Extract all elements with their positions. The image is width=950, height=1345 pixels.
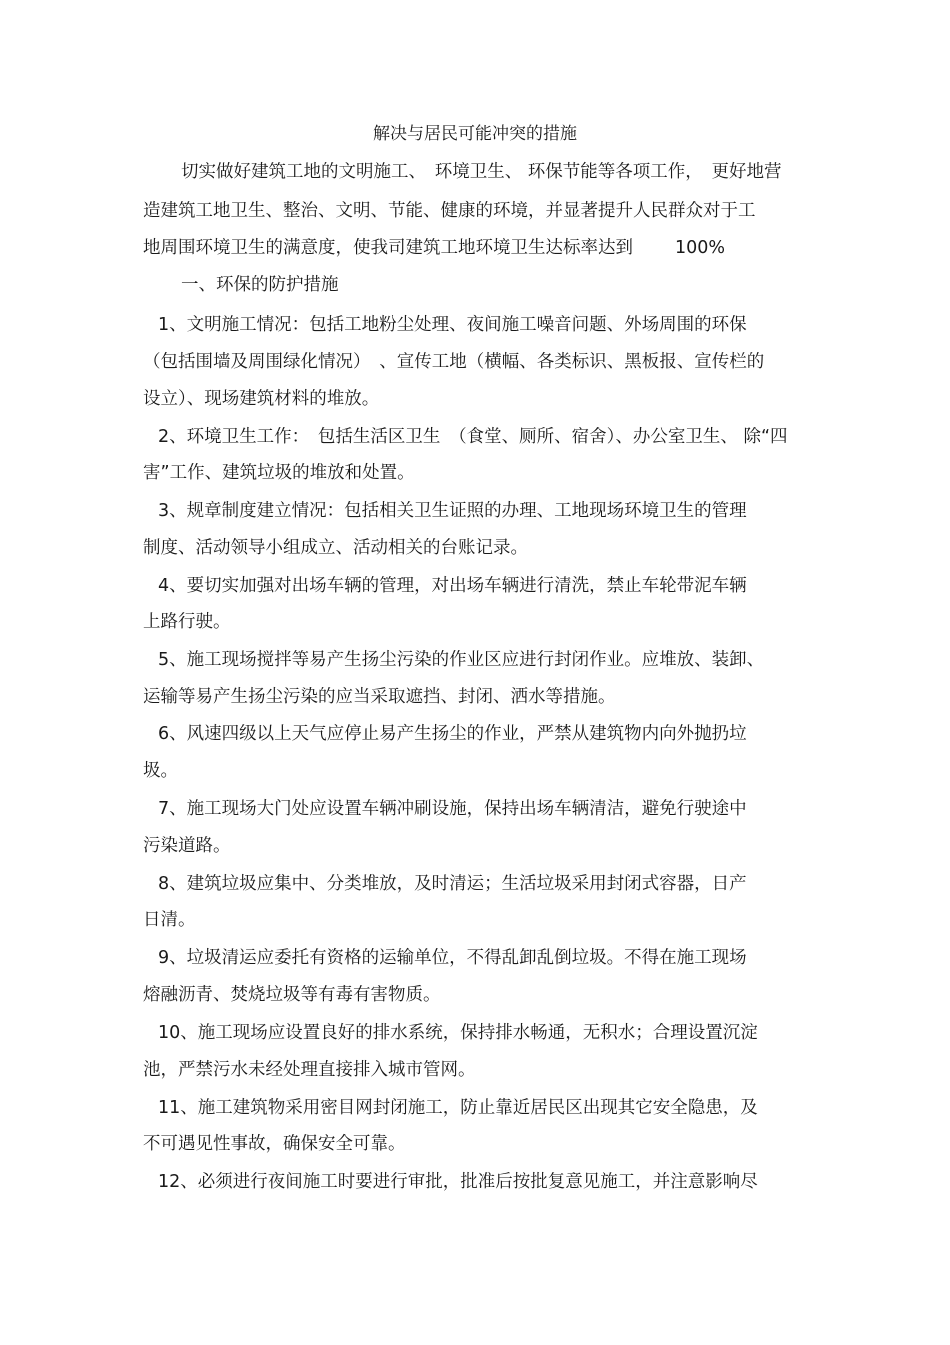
intro-percent: 100%	[675, 238, 726, 258]
item-7-line-1: 7、施工现场大门处应设置车辆冲刷设施，保持出场车辆清洁，避免行驶途中	[158, 799, 747, 819]
item-2-line-2: 害”工作、建筑垃圾的堆放和处置。	[143, 463, 415, 483]
item-1-line-2: （包括围墙及周围绿化情况） 、宣传工地（横幅、各类标识、黑板报、宣传栏的	[143, 352, 765, 372]
item-5-line-2: 运输等易产生扬尘污染的应当采取遮挡、封闭、洒水等措施。	[143, 687, 616, 707]
item-8-line-1: 8、建筑垃圾应集中、分类堆放，及时清运；生活垃圾采用封闭式容器，日产	[158, 874, 747, 894]
item-3-line-2: 制度、活动领导小组成立、活动相关的台账记录。	[143, 538, 528, 558]
item-3-line-1: 3、规章制度建立情况：包括相关卫生证照的办理、工地现场环境卫生的管理	[158, 501, 747, 521]
item-4-line-2: 上路行驶。	[143, 612, 231, 632]
item-2-line-1: 2、环境卫生工作： 包括生活区卫生 （食堂、厕所、宿舍）、办公室卫生、 除“四	[158, 427, 788, 447]
item-6-line-1: 6、风速四级以上天气应停止易产生扬尘的作业，严禁从建筑物内向外抛扔垃	[158, 724, 747, 744]
item-6-line-2: 圾。	[143, 761, 178, 781]
item-7-line-2: 污染道路。	[143, 836, 231, 856]
intro-line-2: 造建筑工地卫生、整治、文明、节能、健康的环境，并显著提升人民群众对于工	[143, 201, 756, 221]
item-11-line-2: 不可遇见性事故，确保安全可靠。	[143, 1134, 406, 1154]
item-5-line-1: 5、施工现场搅拌等易产生扬尘污染的作业区应进行封闭作业。应堆放、装卸、	[158, 650, 765, 670]
section-heading: 一、环保的防护措施	[181, 275, 339, 295]
item-12-line-1: 12、必须进行夜间施工时要进行审批，批准后按批复意见施工，并注意影响尽	[158, 1172, 758, 1192]
item-11-line-1: 11、施工建筑物采用密目网封闭施工，防止靠近居民区出现其它安全隐患，及	[158, 1098, 758, 1118]
intro-line-1: 切实做好建筑工地的文明施工、 环境卫生、 环保节能等各项工作， 更好地营	[181, 162, 782, 182]
item-9-line-1: 9、垃圾清运应委托有资格的运输单位，不得乱卸乱倒垃圾。不得在施工现场	[158, 948, 747, 968]
intro-line-3	[143, 236, 725, 260]
intro-line-3-text: 地周围环境卫生的满意度，使我司建筑工地环境卫生达标率达到	[143, 238, 633, 258]
item-8-line-2: 日清。	[143, 910, 196, 930]
item-1-line-1: 1、文明施工情况：包括工地粉尘处理、夜间施工噪音问题、外场周围的环保	[158, 315, 747, 335]
item-1-line-3: 设立）、现场建筑材料的堆放。	[143, 389, 380, 409]
document-title: 解决与居民可能冲突的措施	[373, 124, 577, 144]
item-4-line-1: 4、要切实加强对出场车辆的管理，对出场车辆进行清洗，禁止车轮带泥车辆	[158, 576, 747, 596]
item-10-line-2: 池，严禁污水未经处理直接排入城市管网。	[143, 1060, 476, 1080]
item-10-line-1: 10、施工现场应设置良好的排水系统，保持排水畅通，无积水；合理设置沉淀	[158, 1023, 758, 1043]
item-9-line-2: 熔融沥青、焚烧垃圾等有毒有害物质。	[143, 985, 441, 1005]
